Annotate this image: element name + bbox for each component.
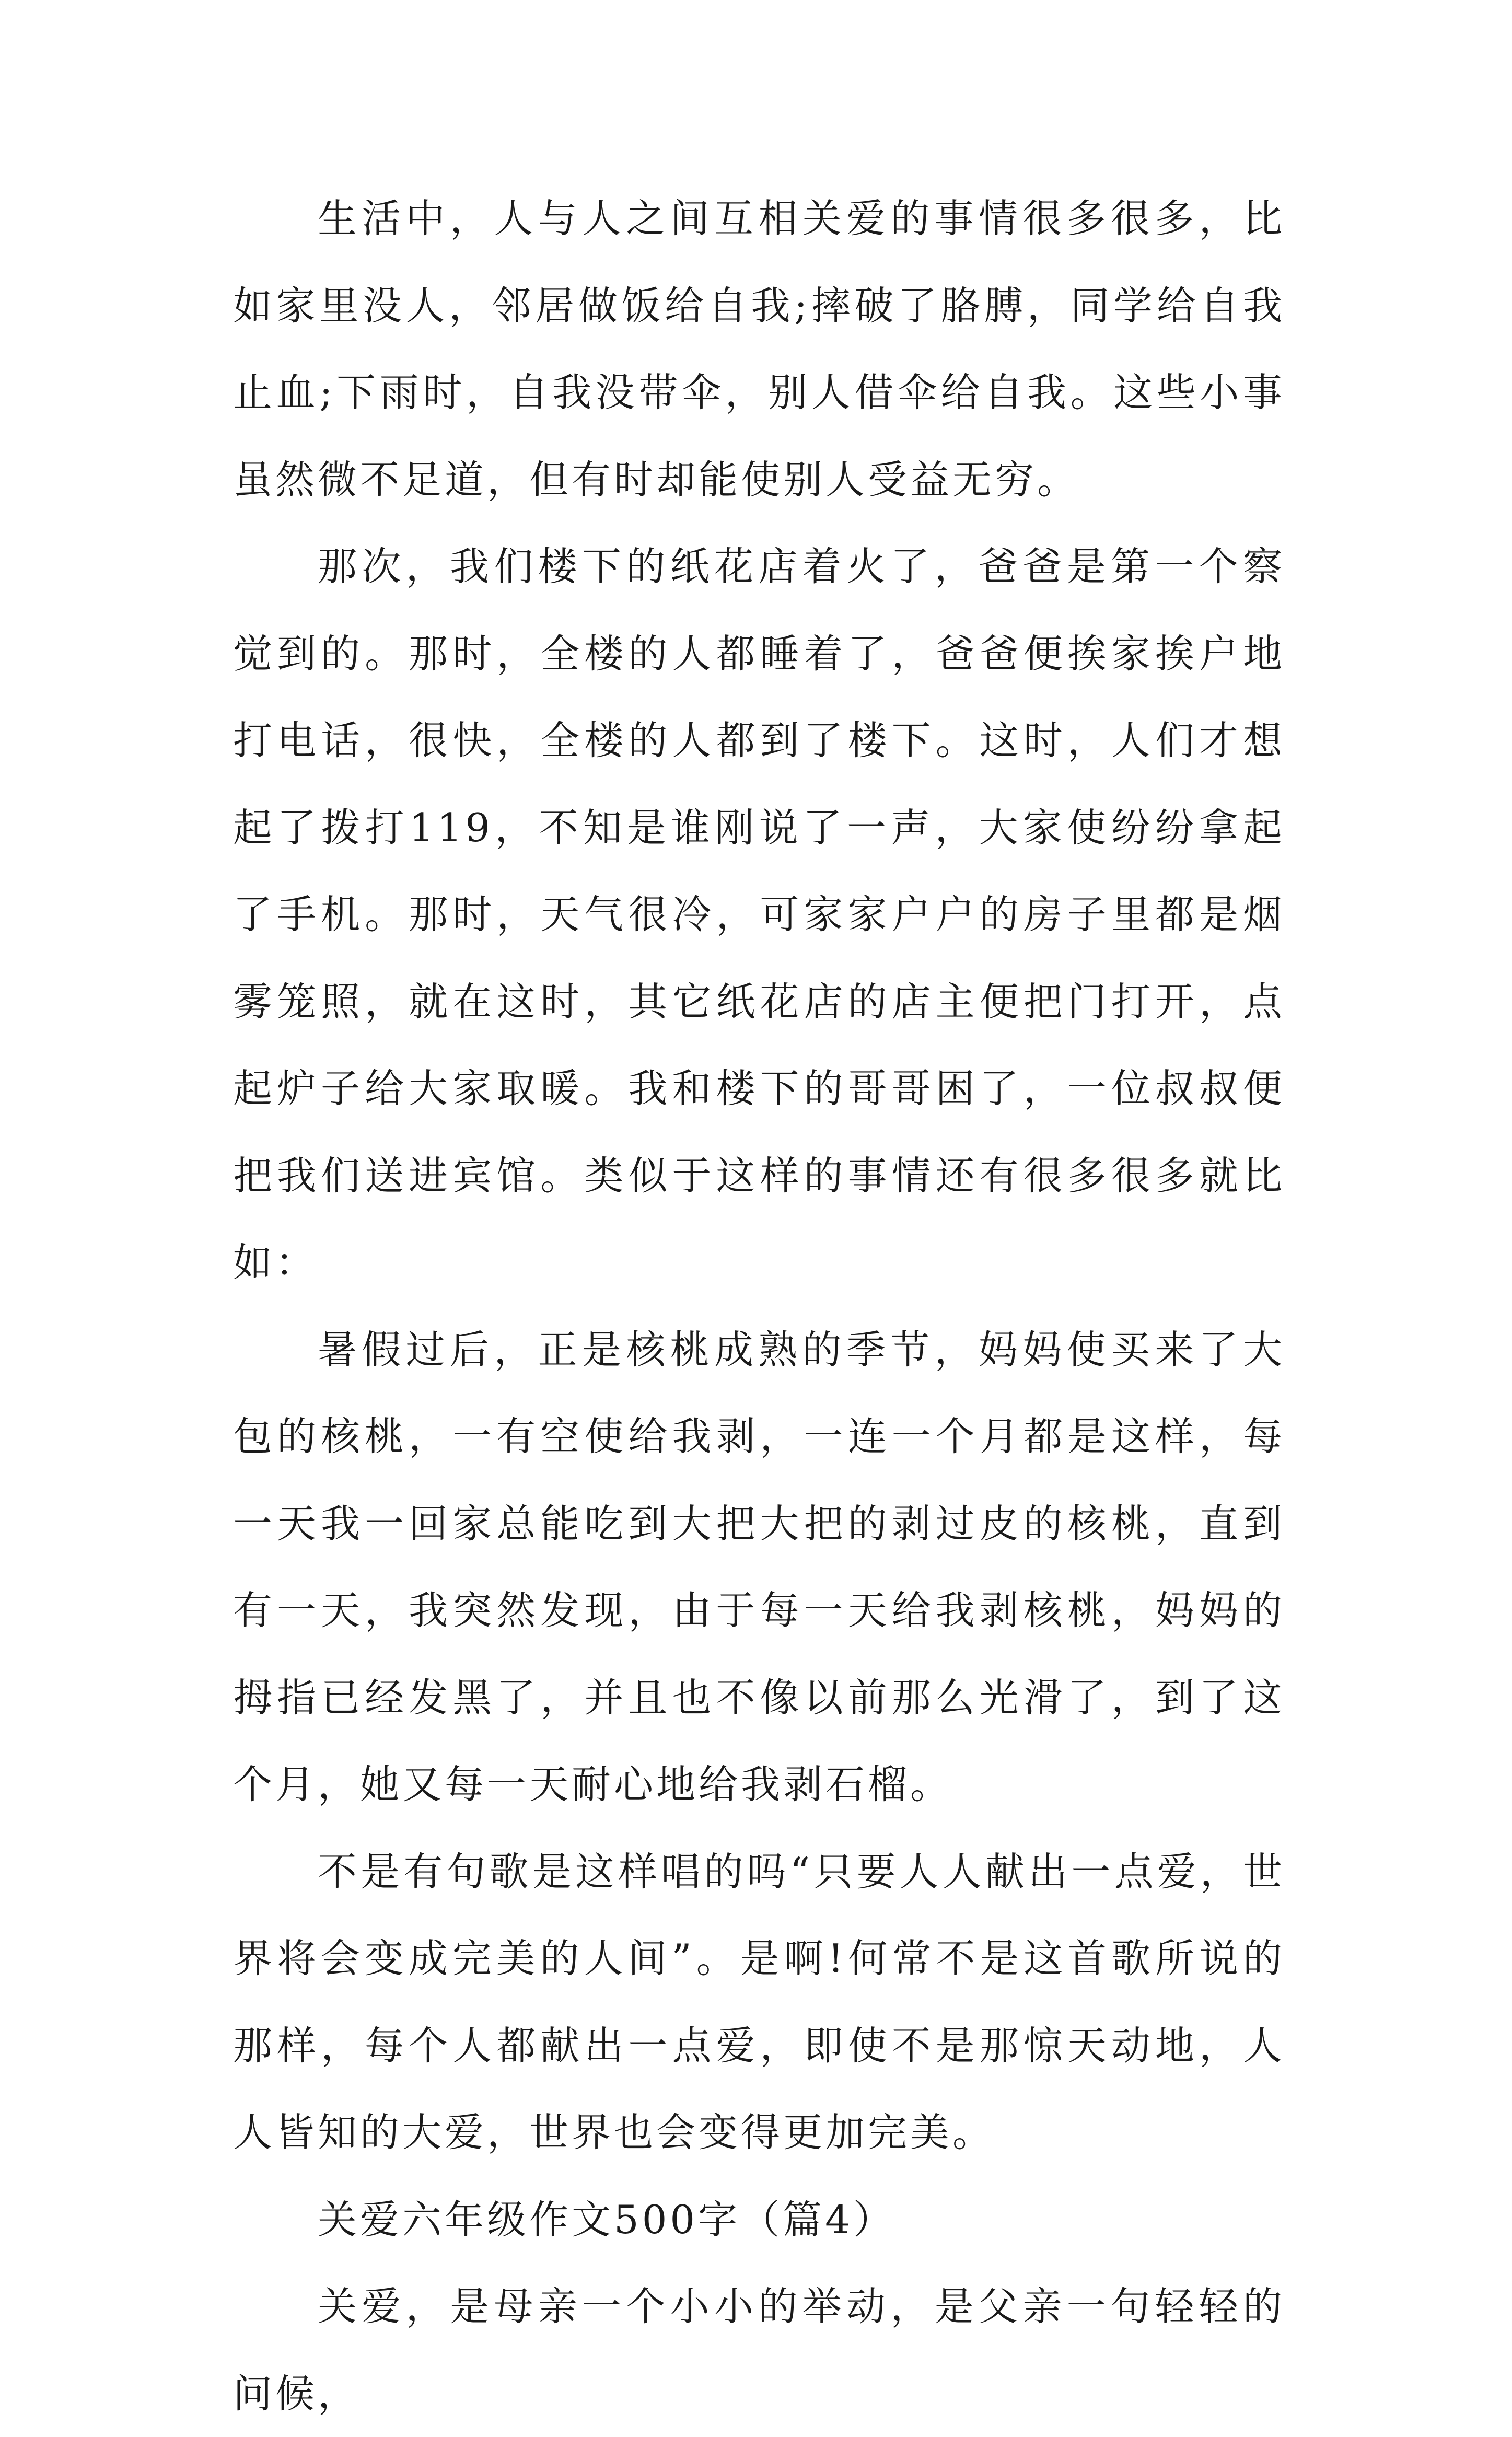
section-heading: 关爱六年级作文500字（篇4）	[318, 2196, 895, 2243]
paragraph-4: 不是有句歌是这样唱的吗“只要人人献出一点爱，世界将会变成完美的人间”。是啊!何常不是这首歌所说的那样，每个人都献出一点爱，即使不是那惊天动地，人人皆知的大爱，世界也会变得更加完美。	[233, 1848, 1285, 2155]
document-body	[233, 175, 1285, 2437]
paragraph-2: 那次，我们楼下的纸花店着火了，爸爸是第一个察觉到的。那时，全楼的人都睡着了，爸爸便挨家挨户地打电话，很快，全楼的人都到了楼下。这时，人们才想起了拨打119，不知是谁刚说了一声，大家使纷纷拿起了手机。那时，天气很冷，可家家户户的房子里都是烟雾笼照，就在这时，其它纸花店的店主便把门打开，点起炉子给大家取暖。我和楼下的哥哥困了，一位叔叔便把我们送进宾馆。类似于这样的事情还有很多很多就比如：	[233, 543, 1285, 1285]
paragraph-1: 生活中，人与人之间互相关爱的事情很多很多，比如家里没人，邻居做饭给自我;摔破了胳膊，同学给自我止血;下雨时，自我没带伞，别人借伞给自我。这些小事虽然微不足道，但有时却能使别人受益无穷。	[233, 195, 1285, 503]
paragraph-3: 暑假过后，正是核桃成熟的季节，妈妈使买来了大包的核桃，一有空使给我剥，一连一个月都是这样，每一天我一回家总能吃到大把大把的剥过皮的核桃，直到有一天，我突然发现，由于每一天给我剥核桃，妈妈的拇指已经发黑了，并且也不像以前那么光滑了，到了这个月，她又每一天耐心地给我剥石榴。	[233, 1326, 1285, 1807]
paragraph-5: 关爱，是母亲一个小小的举动，是父亲一句轻轻的问候，	[233, 2283, 1285, 2417]
